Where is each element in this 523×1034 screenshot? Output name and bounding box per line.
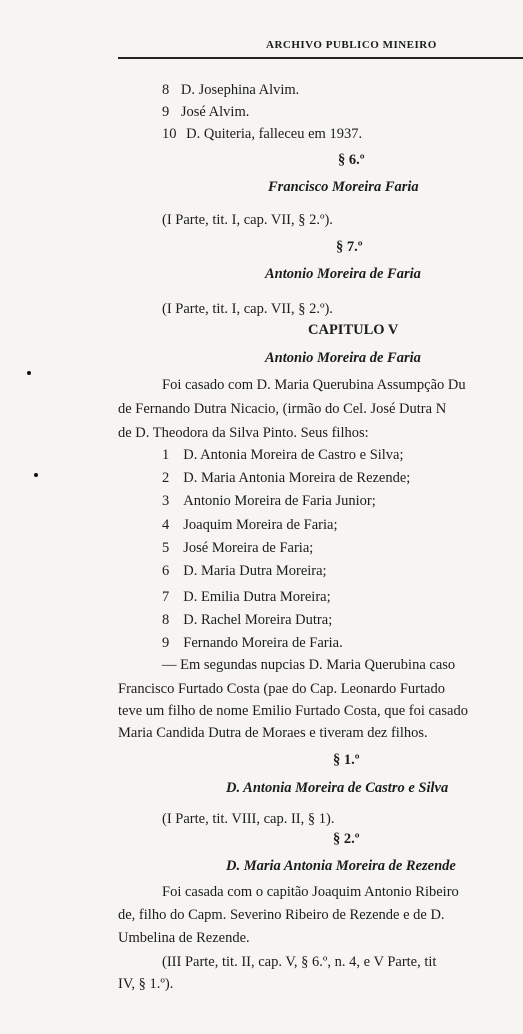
reference: (I Parte, tit. VIII, cap. II, § 1). [162,811,335,827]
item-text: José Alvim. [180,104,250,120]
margin-dot [27,371,31,375]
item-text: D. Maria Dutra Moreira; [183,563,327,579]
list-item [162,81,299,99]
item-number: 10 [162,126,177,142]
item-number: 3 [162,493,170,509]
item-text: D. Emilia Dutra Moreira; [183,589,331,605]
item-number: 6 [162,563,170,579]
item-text: Antonio Moreira de Faria Junior; [183,493,376,509]
reference: (I Parte, tit. I, cap. VII, § 2.º). [162,301,333,317]
list-item [162,492,376,510]
list-item [162,634,343,652]
item-text: Joaquim Moreira de Faria; [183,517,338,533]
section-mark: § 2.º [333,831,360,847]
list-item [162,446,404,464]
list-item [162,539,313,557]
paragraph-line: Maria Candida Dutra de Moraes e tiveram dez filhos. [118,725,428,741]
paragraph-line: Umbelina de Rezende. [118,930,250,946]
header-rule [118,57,523,59]
list-item [162,516,337,534]
item-number: 9 [162,635,170,651]
section-mark: § 1.º [333,752,360,768]
section-mark: § 6.º [338,152,365,168]
list-item [162,611,332,629]
chapter-title: CAPITULO V [308,322,399,338]
item-number: 1 [162,447,170,463]
reference: IV, § 1.º). [118,976,174,992]
paragraph-line: de Fernando Dutra Nicacio, (irmão do Cel. José Dutra N [118,401,447,417]
list-item [162,103,249,121]
reference: (I Parte, tit. I, cap. VII, § 2.º). [162,212,333,228]
list-item [162,125,362,143]
paragraph-line: — Em segundas nupcias D. Maria Querubina caso [162,657,456,673]
paragraph-line: de D. Theodora da Silva Pinto. Seus filhos: [118,425,369,441]
paragraph-line: Foi casada com o capitão Joaquim Antonio Ribeiro [162,884,459,900]
reference: (III Parte, tit. II, cap. V, § 6.º, n. 4, e V Parte, tit [162,954,437,970]
paragraph-line: teve um filho de nome Emilio Furtado Costa, que foi casado [118,703,468,719]
list-item [162,469,410,487]
section-heading: D. Antonia Moreira de Castro e Silva [226,780,449,796]
section-heading: D. Maria Antonia Moreira de Rezende [226,858,456,874]
chapter-subject: Antonio Moreira de Faria [265,350,421,366]
item-number: 4 [162,517,170,533]
section-heading: Antonio Moreira de Faria [265,266,421,282]
item-text: D. Antonia Moreira de Castro e Silva; [183,447,404,463]
paragraph-line: de, filho do Capm. Severino Ribeiro de Rezende e de D. [118,907,445,923]
item-text: D. Maria Antonia Moreira de Rezende; [183,470,411,486]
section-heading: Francisco Moreira Faria [268,179,419,195]
item-number: 2 [162,470,170,486]
item-text: Fernando Moreira de Faria. [183,635,343,651]
list-item [162,588,331,606]
item-number: 7 [162,589,170,605]
paragraph-line: Francisco Furtado Costa (pae do Cap. Leonardo Furtado [118,681,445,697]
item-number: 8 [162,82,170,98]
running-header: ARCHIVO PUBLICO MINEIRO [266,39,437,51]
item-text: D. Josephina Alvim. [180,82,300,98]
margin-dot [34,473,38,477]
section-mark: § 7.º [336,239,363,255]
item-number: 5 [162,540,170,556]
paragraph-line: Foi casado com D. Maria Querubina Assumpção Du [162,377,466,393]
item-number: 9 [162,104,170,120]
list-item [162,562,327,580]
item-number: 8 [162,612,170,628]
item-text: José Moreira de Faria; [183,540,314,556]
item-text: D. Quiteria, falleceu em 1937. [186,126,363,142]
item-text: D. Rachel Moreira Dutra; [183,612,333,628]
